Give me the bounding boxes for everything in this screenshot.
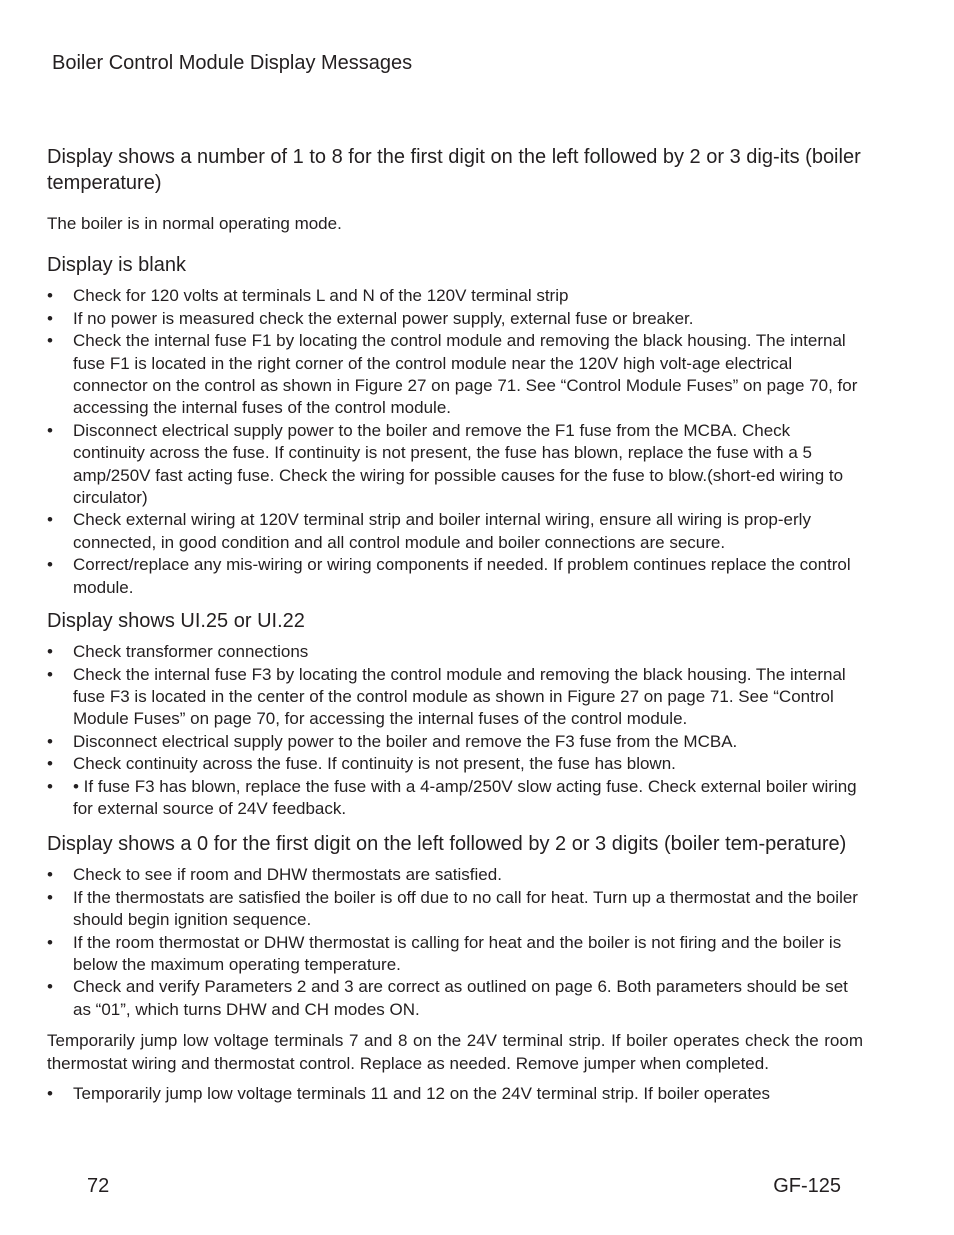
section-heading-normal-display: Display shows a number of 1 to 8 for the first digit on the left followed by 2 or 3 dig-its (boiler temperature) <box>47 146 861 194</box>
list-item: • Correct/replace any mis-wiring or wiring components if needed. If problem continues replace the control module. <box>47 554 863 599</box>
list-item: • Check the internal fuse F3 by locating the control module and removing the black housing. The internal fuse F3 is located in the center of the control module as shown in Figure 27 on page 71. See “Control Module Fuses” on page 70, for accessing the internal fuses of the control module. <box>47 664 863 731</box>
list-item: • Temporarily jump low voltage terminals 11 and 12 on the 24V terminal strip. If boiler operates <box>47 1083 863 1105</box>
model-number: GF-125 <box>773 1175 841 1197</box>
section-heading-ui25-ui22: Display shows UI.25 or UI.22 <box>47 610 305 633</box>
list-item: • Check for 120 volts at terminals L and N of the 120V terminal strip <box>47 285 863 307</box>
page-content <box>47 144 863 1105</box>
list-item: • Check and verify Parameters 2 and 3 are correct as outlined on page 6. Both parameters should be set as “01”, which turns DHW and CH modes ON. <box>47 976 863 1021</box>
section-heading-display-blank: Display is blank <box>47 254 186 277</box>
list-item: • • If fuse F3 has blown, replace the fuse with a 4-amp/250V slow acting fuse. Check external boiler wiring for external source of 24V feedback. <box>47 776 863 821</box>
list-item: • Check the internal fuse F1 by locating the control module and removing the black housing. The internal fuse F1 is located in the right corner of the control module near the 120V high volt-age electrical connector on the control as shown in Figure 27 on page 71. See “Control Module Fuses” on page 70, for accessing the internal fuses of the control module. <box>47 330 863 420</box>
list-item: • If the room thermostat or DHW thermostat is calling for heat and the boiler is not firing and the boiler is below the maximum operating temperature. <box>47 932 863 977</box>
list-item: • Disconnect electrical supply power to the boiler and remove the F3 fuse from the MCBA. <box>47 731 863 753</box>
ui25-list <box>47 641 863 820</box>
display-blank-list <box>47 285 863 599</box>
list-item: • Disconnect electrical supply power to the boiler and remove the F1 fuse from the MCBA. Check continuity across the fuse. If continuity is not present, the fuse has blown, replace the fuse with a 5 amp/250V fast acting fuse. Check the wiring for possible causes for the fuse to blow.(short-ed wiring to circulator) <box>47 420 863 510</box>
section-heading-zero-display: Display shows a 0 for the first digit on the left followed by 2 or 3 digits (boiler tem-perature) <box>47 833 847 856</box>
list-item: • Check transformer connections <box>47 641 863 663</box>
page-header-title: Boiler Control Module Display Messages <box>52 52 413 74</box>
jumper-paragraph: Temporarily jump low voltage terminals 7 and 8 on the 24V terminal strip. If boiler operates check the room thermostat wiring and thermostat control. Replace as needed. Remove jumper when completed. <box>47 1031 863 1073</box>
zero-display-list <box>47 864 863 1021</box>
jumper-list <box>47 1083 863 1105</box>
list-item: • If no power is measured check the external power supply, external fuse or breaker. <box>47 308 863 330</box>
list-item: • Check to see if room and DHW thermostats are satisfied. <box>47 864 863 886</box>
list-item: • Check external wiring at 120V terminal strip and boiler internal wiring, ensure all wiring is prop-erly connected, in good condition and all control module and boiler connections are secure. <box>47 509 863 554</box>
page-number: 72 <box>87 1175 110 1197</box>
list-item: • If the thermostats are satisfied the boiler is off due to no call for heat. Turn up a thermostat and the boiler should begin ignition sequence. <box>47 887 863 932</box>
normal-mode-text: The boiler is in normal operating mode. <box>47 214 342 233</box>
list-item: • Check continuity across the fuse. If continuity is not present, the fuse has blown. <box>47 753 863 775</box>
